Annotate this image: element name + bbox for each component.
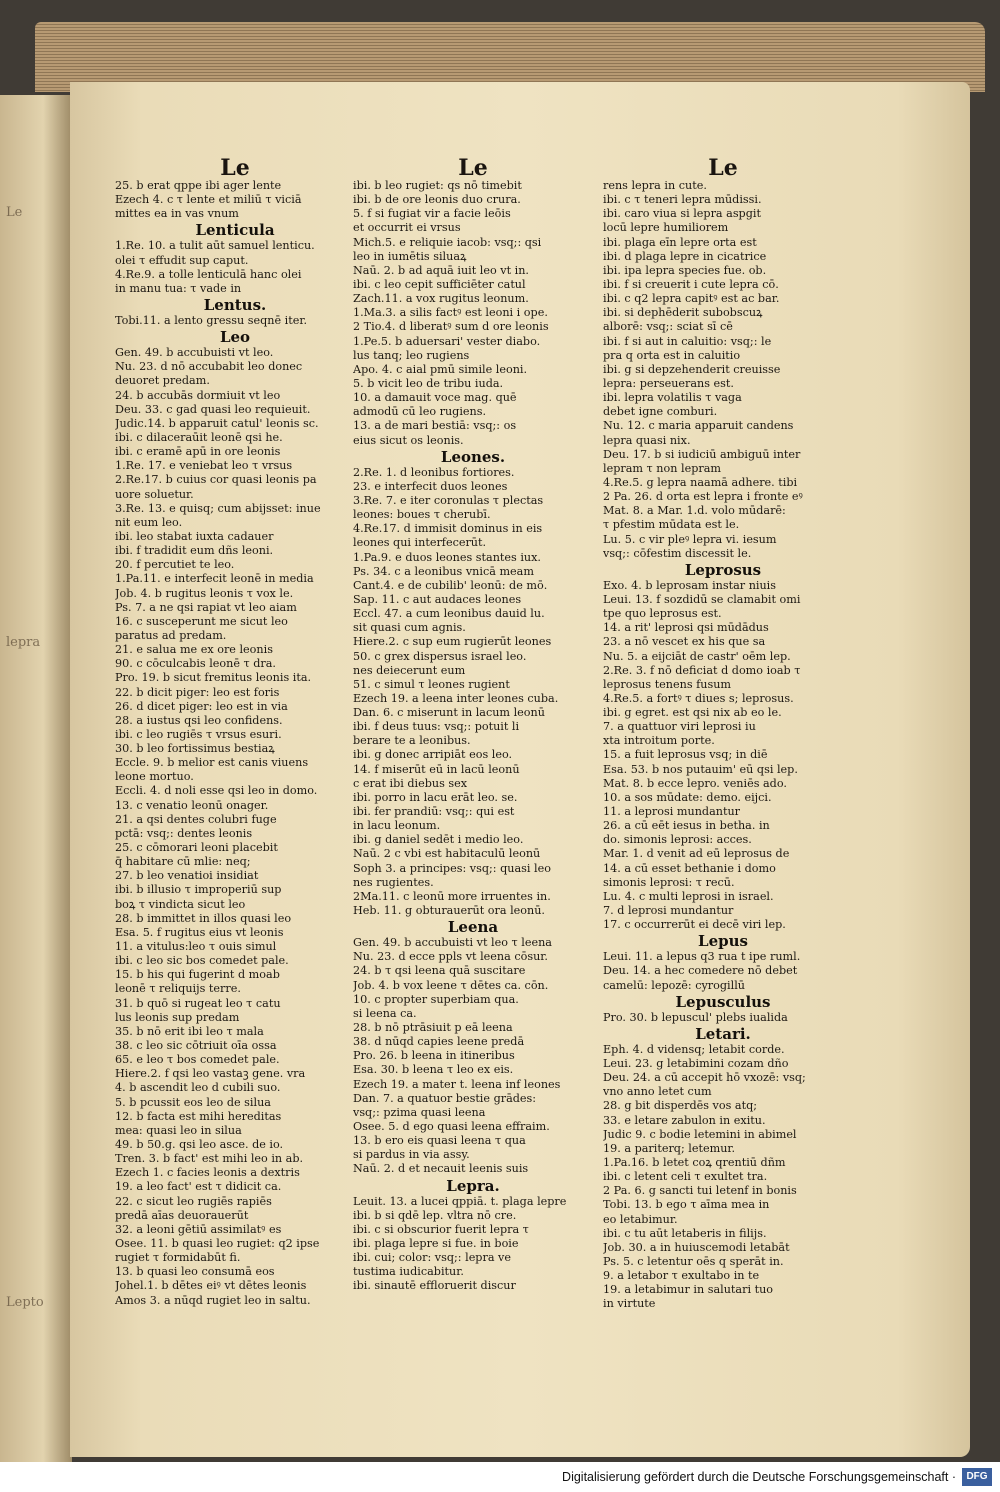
concordance-line: lepra: perseuerans est. [603,376,734,390]
concordance-line: Leui. 11. a lepus q3 rua t ipe ruml. [603,950,801,964]
concordance-line: sit quasi cum agnis. [353,621,466,635]
concordance-line: Tren. 3. b fact' est mihi leo in ab. [115,1152,304,1166]
concordance-line: 32. a leoni gētiū assimilatꝰ es [115,1222,282,1236]
concordance-line: Leui. 23. g letabimini cozam dño [603,1057,789,1071]
concordance-line: 10. c propter superbiam qua. [353,992,519,1006]
concordance-line: Lu. 5. c vir pleꝰ lepra vi. iesum [603,532,777,546]
concordance-line: Deu. 33. c gad quasi leo requieuit. [115,402,311,416]
concordance-line: 1.Pa.9. e duos leones stantes iux. [353,550,541,564]
concordance-line: ibi. ipa lepra species fue. ob. [603,263,767,277]
concordance-line: leonē τ reliquijs terre. [115,982,241,996]
entry-heading: Leo [219,328,251,347]
concordance-line: Ezech 19. a mater t. leena inf leones [353,1077,561,1091]
column-3 [603,157,843,1312]
concordance-line: Ps. 5. c letentur oēs q sperāt in. [603,1254,784,1268]
concordance-line: 24. b τ qsi leena quā suscitare [353,964,526,978]
concordance-line: Amos 3. a nūqd rugiet leo in saltu. [115,1293,311,1307]
concordance-line: 15. b his qui fugerint d̄ moab [115,968,280,982]
concordance-line: Pro. 19. b sicut fremitus leonis ita. [115,671,312,685]
concordance-line: 2.Re.17. b cuius cor quasi leonis pa [115,473,317,487]
concordance-line: Dan. 7. a quatuor bestie grādes: [353,1091,537,1105]
concordance-line: Apo. 4. c aial pmū simile leoni. [353,362,528,376]
concordance-line: 24. b accubās dormiuit vt leo [115,388,281,402]
concordance-line: 4.Re.17. d immisit dominus in eis [353,522,543,536]
concordance-line: Hiere.2. f qsi leo vastaꝫ gene. vra [115,1067,306,1081]
concordance-line: 28. b immittet in illos quasi leo [115,911,292,925]
entry-heading: Lepra. [446,1176,500,1195]
concordance-line: 30. b leo fortissimus bestiaꝝ [115,742,275,756]
left-ghost-text: Le [6,205,23,220]
concordance-line: in lacu leonum. [353,819,441,833]
concordance-line: 19. a letabimur in salutari tuo [603,1283,774,1297]
concordance-line: ibi. b leo rugiet: qs nō timebit [353,179,522,192]
concordance-line: ibi. c letent celi τ exultet tra. [603,1170,768,1184]
entry-heading: Lenticula [195,221,275,240]
concordance-line: 20. f percutiet te leo. [115,558,235,572]
concordance-line: ibi. cui; color: vsq;: lepra ve [353,1251,511,1265]
concordance-line: 51. c simul τ leones rugient [353,677,510,691]
concordance-line: ibi. fer prandiū: vsq;: qui est [353,805,515,819]
concordance-line: q̄ habitare cū mlie: neq; [115,855,251,869]
concordance-line: ibi. g egret. est qsi nix ab eo le. [603,706,782,720]
concordance-line: 15. a fuit leprosus vsq; in diē [603,748,768,762]
concordance-line: 10. a damauit voce mag. quē [353,391,517,405]
concordance-line: 26. d dicet piger: leo est in via [115,699,288,713]
concordance-line: 13. a de mari bestiā: vsq;: os [353,419,517,433]
concordance-line: Pro. 26. b leena in itineribus [353,1049,515,1063]
concordance-line: mittes ea in vas vnum [115,207,239,221]
entry-heading: Leena [447,918,499,937]
concordance-line: 7. d leprosi mundantur [603,904,734,918]
concordance-line: 4. b ascendit leo d̄ cubili suo. [115,1081,281,1095]
concordance-line: ibi. porro in lacu erāt leo. se. [353,790,518,804]
concordance-line: Nu. 23. d nō accubabit leo donec [115,360,303,374]
concordance-line: Ezech 1. c facies leonis a dextris [115,1166,300,1180]
concordance-line: lepra quasi nix. [603,433,691,447]
concordance-line: τ pfestim mūdata est le. [603,518,740,532]
concordance-line: pra q orta est in caluitio [603,348,741,362]
concordance-line: Judic 9. c bodie letemini in abimel [603,1127,797,1141]
concordance-line: 25. c cōmorari leoni placebit [115,841,278,855]
concordance-line: 90. c cōculcabis leonē τ dra. [115,657,276,671]
concordance-line: 13. c venatio leonū onager. [115,798,269,812]
concordance-line: 1.Re. 17. e veniebat leo τ vrsus [115,459,293,473]
concordance-line: et occurrit ei vrsus [353,221,461,235]
concordance-line: 1.Pa.11. e interfecit leonē in media [115,572,314,586]
concordance-line: leone mortuo. [115,770,194,784]
concordance-line: 21. a qsi dentes colubri fuge [115,812,277,826]
concordance-line: ibi. c tu aūt letaberis in filijs. [603,1226,767,1240]
entry-heading: Lentus. [203,295,267,314]
entry-heading: Letari. [695,1024,751,1043]
concordance-line: 19. a pariterq; letemur. [603,1141,736,1155]
concordance-line: ibi. c leo rugiēs τ vrsus esuri. [115,727,282,741]
concordance-line: Eccle. 9. b melior est canis viuens [115,756,309,770]
concordance-line: 5. f si fugiat vir a facie leōis [353,207,511,221]
concordance-line: alborē: vsq;: sciat sī cē [603,320,733,334]
concordance-line: Cant.4. e de cubilib' leonū: de mō. [353,578,548,592]
concordance-line: ibi. c dilaceraūit leonē qsi he. [115,430,283,444]
concordance-line: 38. d nūqd capies leene predā [353,1035,525,1049]
concordance-line: 28. b nō ptrāsiuit p eā leena [353,1021,513,1035]
concordance-line: Esa. 5. f rugitus eius vt leonis [115,925,284,939]
concordance-line: c erat ibi diebus sex [353,776,468,790]
concordance-line: ibi. c si obscurior fuerit lepra τ [353,1222,529,1236]
concordance-line: 7. a quattuor viri leprosi iu [603,720,756,734]
concordance-line: Lu. 4. c multi leprosi in israel. [603,889,774,903]
concordance-line: 65. e leo τ bos comedet pale. [115,1053,280,1067]
concordance-line: ibi. caro viua si lepra aspgit [603,207,761,221]
concordance-line: ibi. d plaga lepre in cicatrice [603,249,767,263]
concordance-line: ibi. si dephēderit subobscuꝝ [603,306,763,320]
concordance-line: 22. b dicit piger: leo est foris [115,685,280,699]
concordance-line: 31. b quō si rugeat leo τ catu [115,996,281,1010]
concordance-line: 1.Pe.5. b aduersari' vester diabo. [353,334,541,348]
concordance-line: ibi. b de ore leonis duo crura. [353,193,521,207]
concordance-line: xta introitum porte. [603,734,715,748]
concordance-line: in manu tua: τ vade in [115,281,242,295]
concordance-line: 21. e salua me ex ore leonis [115,643,273,657]
concordance-line: 17. c occurrerūt ei decē viri lep. [603,918,786,932]
column-header: Le [220,155,250,181]
concordance-line: Pro. 30. b lepuscul' plebs iualida [603,1010,788,1024]
left-ghost-text: lepra [6,635,41,650]
concordance-line: Exo. 4. b leprosam instar niuis [603,578,776,592]
concordance-line: Tobi. 13. b ego τ aīma mea in [603,1198,770,1212]
concordance-line: leones qui interfecerūt. [353,536,487,550]
concordance-line: Mat. 8. b ecce lepro. veniēs ado. [603,776,787,790]
concordance-line: Soph 3. a principes: vsq;: quasi leo [353,861,551,875]
concordance-line: 14. a cū esset bethanie i domo [603,861,776,875]
concordance-line: 4.Re.9. a tolle lenticulā hanc olei [115,267,302,281]
concordance-line: Deu. 17. b si iudiciū ambiguū inter [603,447,801,461]
concordance-line: camelū: lepozē: cyrogillū [603,978,745,992]
column-header: Le [708,155,738,181]
concordance-line: Ezech 19. a leena inter leones cuba. [353,691,559,705]
concordance-line: 2 Pa. 26. d orta est lepra i fronte eꝰ [603,490,803,504]
concordance-line: Mich.5. e reliquie iacob: vsq;: qsi [353,235,542,249]
concordance-line: ibi. c eramē apū in ore leonis [115,445,281,459]
concordance-line: 4.Re.5. g lepra naamā adhere. tibi [603,475,798,489]
concordance-line: lus leonis sup predam [115,1010,240,1024]
concordance-line: berare te a leonibus. [353,734,471,748]
concordance-line: ibi. leo stabat iuxta cadauer [115,529,274,543]
concordance-line: Judic.14. b apparuit catul' leonis sc. [115,416,319,430]
column-1 [115,157,355,1308]
concordance-line: 38. c leo sic cōtriuit oīa ossa [115,1039,277,1053]
concordance-line: 28. a iustus qsi leo confidens. [115,713,283,727]
concordance-line: ibi. g daniel sedēt i medio leo. [353,833,524,847]
concordance-line: olei τ effudit sup caput. [115,253,249,267]
concordance-line: 3.Re. 7. e iter coronulas τ plectas [353,493,544,507]
concordance-line: predā aīas deuorauerūt [115,1208,249,1222]
concordance-line: ibi. f si aut in caluitio: vsq;: le [603,334,772,348]
concordance-line: 3.Re. 13. e quisq; cum abijsset: inue [115,501,321,515]
concordance-line: Deu. 24. a cū accepit hō vxozē: vsq; [603,1071,806,1085]
concordance-line: tustima iudicabitur. [353,1265,464,1279]
concordance-line: Osee. 5. d ego quasi leena effraim. [353,1120,550,1133]
concordance-line: lus tanq; leo rugiens [353,348,470,362]
concordance-line: Hiere.2. c sup eum rugierūt leones [353,635,552,649]
concordance-line: 26. a cū eēt iesus in betha. in [603,819,770,833]
concordance-line: eo letabimur. [603,1212,678,1226]
concordance-line: ibi. b illusio τ improperiū sup [115,883,282,897]
concordance-line: 25. b erat qppe ibi ager lente [115,179,282,192]
concordance-line: ibi. f deus tuus: vsq;: potuit li [353,720,520,734]
concordance-line: 23. a nō vescet ex his que sa [603,635,766,649]
entry-heading: Lepusculus [675,992,771,1011]
concordance-line: 27. b leo venatioi insidiat [115,869,259,883]
concordance-line: 2 Tio.4. d liberatꝰ sum d̄ ore leonis [353,320,549,334]
concordance-line: 9. a letabor τ exultabo in te [603,1269,760,1283]
concordance-line: deuoret predam. [115,374,210,388]
concordance-line: 33. e letare zabulon in exitu. [603,1113,766,1127]
concordance-line: ibi. g si depzehenderit creuisse [603,362,781,376]
entry-heading: Lepus [698,932,748,951]
concordance-line: 16. c susceperunt me sicut leo [115,614,288,628]
concordance-line: Tobi.11. a lento gressu seqnē iter. [115,313,308,327]
concordance-line: leones: boues τ cherubī. [353,508,491,522]
concordance-line: 13. b ero eis quasi leena τ qua [353,1134,526,1148]
concordance-line: 22. c sicut leo rugiēs rapiēs [115,1194,272,1208]
concordance-line: Gen. 49. b accubuisti vt leo. [115,346,274,360]
entry-heading: Leprosus [684,560,762,579]
concordance-line: 1.Ma.3. a silis factꝰ est leoni i ope. [353,306,548,320]
concordance-line: Eph. 4. d vidensq; letabit corde. [603,1042,785,1056]
concordance-line: 14. a rit' leprosi qsi mūdādus [603,621,769,635]
concordance-line: 2Ma.11. c leonū more irruentes in. [353,889,551,903]
concordance-line: Ps. 7. a ne qsi rapiat vt leo aiam [115,600,297,614]
concordance-line: si pardus in via assy. [353,1148,470,1162]
concordance-line: rens lepra in cute. [603,179,707,192]
concordance-line: lepram τ non lepram [603,461,721,475]
concordance-line: Gen. 49. b accubuisti vt leo τ leena [353,936,552,950]
concordance-line: Mar. 1. d venit ad eū leprosus de [603,847,790,861]
concordance-line: Zach.11. a vox rugitus leonum. [353,292,529,306]
concordance-line: 35. b nō erit ibi leo τ mala [115,1024,264,1038]
concordance-line: 50. c grex dispersus israel leo. [353,649,527,663]
concordance-line: ibi. plaga eīn lepre orta est [603,235,757,249]
concordance-line: 5. b vicit leo de tribu iuda. [353,376,504,390]
concordance-line: Deu. 14. a hec comedere nō debet [603,964,798,978]
concordance-line: 11. a leprosi mundantur [603,805,740,819]
concordance-line: 13. b quasi leo consumā eos [115,1265,275,1279]
concordance-line: pctā: vsq;: dentes leonis [115,826,253,840]
concordance-line: Johel.1. b dētes eiꝰ vt dētes leonis [115,1279,307,1293]
concordance-line: 1.Re. 10. a tulit aūt samuel lenticu. [115,239,315,253]
concordance-line: ibi. c τ teneri lepra mūdissi. [603,193,762,207]
concordance-line: Mat. 8. a Mar. 1.d. volo mūdarē: [603,504,786,518]
concordance-line: Eccli. 4. d noli esse qsi leo in domo. [115,784,318,798]
concordance-line: ibi. f tradidit eum dñs leoni. [115,544,274,558]
concordance-line: 2.Re. 3. f nō deficiat d̄ domo ioab τ [603,663,801,677]
concordance-line: 10. a sos mūdate: demo. eijci. [603,790,772,804]
concordance-line: leo in iumētis siluaꝝ [353,249,467,263]
concordance-line: Ezech 4. c τ lente et miliū τ viciā [115,193,302,207]
concordance-line: vsq;: pzima quasi leena [353,1105,486,1119]
concordance-line: 11. a vitulus:leo τ ouis simul [115,940,277,954]
concordance-line: boꝝ τ vindicta sicut leo [115,897,246,911]
concordance-line: nes deiecerunt eum [353,663,466,677]
concordance-line: vsq;: cōfestim discessit le. [603,546,752,560]
concordance-line: Dan. 6. c miserunt in lacum leonū [353,706,545,720]
concordance-line: admodū cū leo rugiens. [353,405,487,419]
concordance-line: debet igne comburi. [603,405,718,419]
concordance-line: Job. 4. b rugitus leonis τ vox le. [115,586,294,600]
concordance-line: Leui. 13. f sozdidū se clamabit omi [603,592,801,606]
concordance-line: ibi. f si creuerit i cute lepra cō. [603,277,779,291]
concordance-line: ibi. sinautē effloruerit discur [353,1279,516,1293]
concordance-line: Naū. 2. b ad aquā iuit leo vt in. [353,263,529,277]
concordance-line: Job. 30. a in huiuscemodi letabāt [603,1240,790,1254]
footer-bar [0,1462,1000,1492]
concordance-line: in virtute [603,1297,656,1311]
concordance-line: 2.Re. 1. d leonibus fortiores. [353,465,515,479]
concordance-line: tpe quo leprosus est. [603,607,722,621]
concordance-line: 4.Re.5. a fortꝰ τ diues s; leprosus. [603,691,794,705]
concordance-line: simonis leprosi: τ recū. [603,875,735,889]
concordance-line: ibi. c leo cepit sufficiēter catul [353,277,526,291]
concordance-line: si leena ca. [353,1006,417,1020]
funding-notice: Digitalisierung gefördert durch die Deutsche Forschungsgemeinschaft · [562,1470,956,1484]
concordance-line: ibi. b si qdē lep. vltra nō cre. [353,1208,517,1222]
concordance-line: Sap. 11. c aut audaces leones [353,592,522,606]
concordance-line: 14. f miserūt eū in lacū leonū [353,762,520,776]
concordance-line: 5. b pcussit eos leo de silua [115,1095,271,1109]
concordance-line: rugiet τ formidabūt fi. [115,1251,241,1265]
concordance-line: ibi. lepra volatilis τ vaga [603,391,742,405]
column-2 [353,157,593,1294]
concordance-line: vno anno letet cum [603,1085,712,1099]
concordance-line: nes rugientes. [353,875,434,889]
entry-heading: Leones. [440,447,506,466]
right-page [70,82,970,1457]
concordance-line: Nu. 5. a eijciāt de castr' oēm lep. [603,649,791,663]
left-ghost-text: Lepto [6,1295,44,1310]
concordance-line: 12. b facta est mihi hereditas [115,1109,282,1123]
concordance-line: Nu. 23. d ecce ppls vt leena cōsur. [353,950,548,964]
concordance-line: uore soluetur. [115,487,194,501]
left-page-edge [0,95,72,1462]
concordance-line: Osee. 11. b quasi leo rugiet: q2 ipse [115,1236,320,1250]
concordance-line: Heb. 11. g obturauerūt ora leonū. [353,904,545,918]
concordance-line: Nu. 12. c maria apparuit candens [603,419,794,433]
concordance-line: locū lepre humiliorem [603,221,729,235]
concordance-line: Job. 4. b vox leene τ dētes ca. cōn. [353,978,549,992]
concordance-line: Esa. 53. b nos putauim' eū qsi lep. [603,762,798,776]
concordance-line: Naū. 2. d et necauit leenis suis [353,1162,529,1176]
concordance-line: Eccl. 47. a cum leonibus dauid lu. [353,607,545,621]
concordance-line: 2 Pa. 6. g sancti tui letenf in bonis [603,1184,797,1198]
concordance-line: 28. g bit disperdēs vos atq; [603,1099,757,1113]
concordance-line: do. simonis leprosi: acces. [603,833,752,847]
concordance-line: ibi. c q2 lepra capitꝰ est ac bar. [603,292,780,306]
concordance-line: ibi. plaga lepre si fue. in boie [353,1236,519,1250]
dfg-logo: DFG [962,1468,992,1486]
concordance-line: Leuit. 13. a lucei qppiā. t. plaga lepre [353,1194,567,1208]
concordance-line: 19. a leo fact' est τ didicit ca. [115,1180,282,1194]
concordance-line: eius sicut os leonis. [353,433,464,447]
concordance-line: nit eum leo. [115,515,183,529]
concordance-line: paratus ad predam. [115,628,227,642]
concordance-line: Esa. 30. b leena τ leo ex eis. [353,1063,514,1077]
concordance-line: Naū. 2 c vbi est habitaculū leonū [353,847,541,861]
concordance-line: 1.Pa.16. b letet coꝝ qrentiū dñm [603,1156,786,1169]
concordance-line: ibi. c leo sic bos comedet pale. [115,954,289,968]
concordance-line: leprosus tenens fusum [603,677,732,691]
concordance-line: 49. b 50.g. qsi leo asce. de io. [115,1138,284,1151]
concordance-line: 23. e interfecit duos leones [353,479,508,493]
concordance-line: Ps. 34. c a leonibus vnicā meam [353,564,534,578]
column-header: Le [458,155,488,181]
concordance-line: ibi. g donec arripiāt eos leo. [353,748,513,762]
concordance-line: mea: quasi leo in silua [115,1123,242,1137]
